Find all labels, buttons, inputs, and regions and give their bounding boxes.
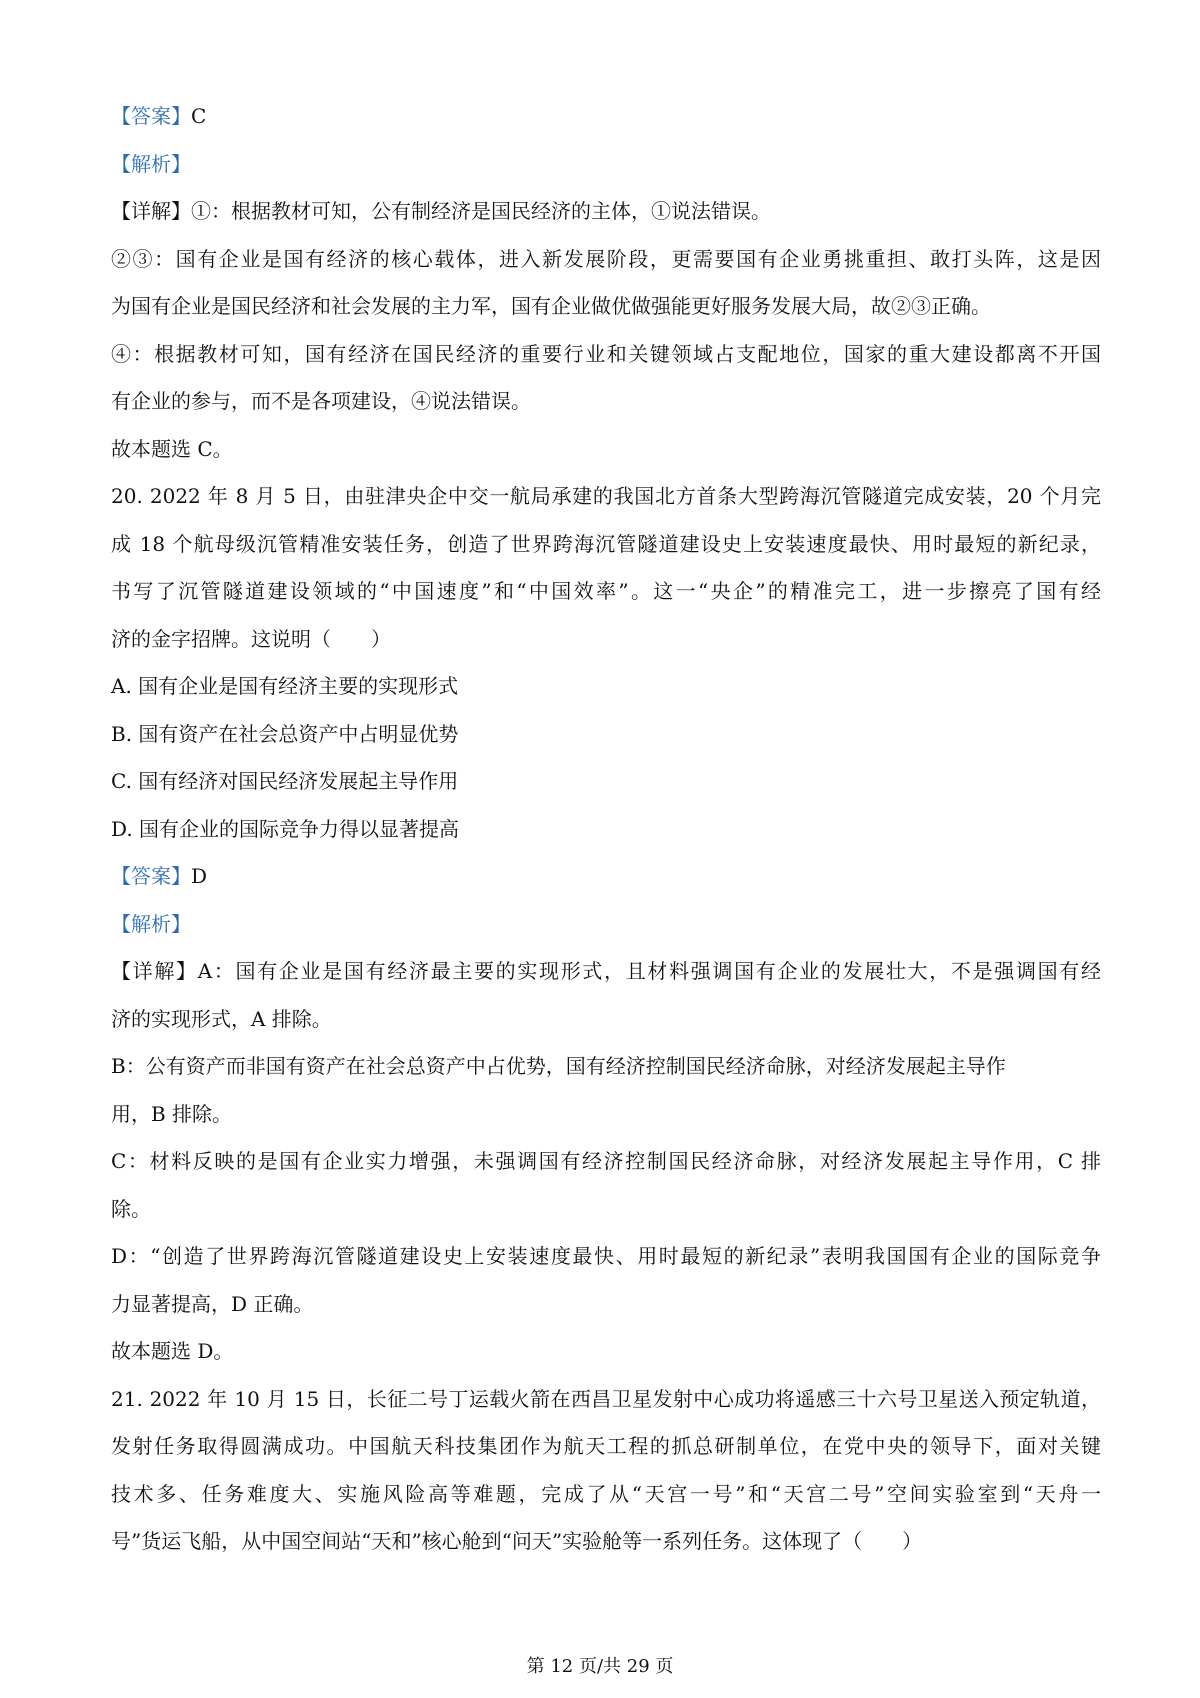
- text-line: [111, 1289, 1101, 1319]
- text-line: [111, 719, 1101, 749]
- line-text: 济的实现形式，A 排除。: [111, 1006, 332, 1031]
- text-line: [111, 149, 1101, 179]
- text-line: [111, 1146, 1101, 1176]
- text-line: [111, 1194, 1101, 1224]
- text-line: [111, 861, 1101, 891]
- line-text: 发射任务取得圆满成功。中国航天科技集团作为航天工程的抓总研制单位，在党中央的领导下，面对关键: [111, 1434, 1101, 1458]
- line-text: 力显著提高，D 正确。: [111, 1291, 314, 1316]
- line-text: ②③：国有企业是国有经济的核心载体，进入新发展阶段，更需要国有企业勇挑重担、敢打头阵，这是因: [111, 246, 1101, 271]
- text-line: [111, 1241, 1101, 1271]
- text-line: [111, 291, 1101, 321]
- line-text: 故本题选 C。: [111, 436, 233, 461]
- line-text: 故本题选 D。: [111, 1339, 234, 1363]
- line-text: 21. 2022 年 10 月 15 日，长征二号丁运载火箭在西昌卫星发射中心成功将遥感三十六号卫星送入预定轨道，: [111, 1386, 1101, 1411]
- line-text: A. 国有企业是国有经济主要的实现形式: [111, 674, 459, 698]
- section-label: 【解析】: [111, 151, 191, 176]
- line-text: C: [191, 104, 207, 128]
- text-line: [111, 101, 1101, 131]
- text-line: [111, 671, 1101, 701]
- page-footer: 第 12 页/共 29 页: [526, 1656, 674, 1677]
- line-text: 20. 2022 年 8 月 5 日，由驻津央企中交一航局承建的我国北方首条大型跨海沉管隧道完成安装，20 个月完: [111, 484, 1101, 508]
- text-line: [111, 1336, 1101, 1366]
- line-text: ④：根据教材可知，国有经济在国民经济的重要行业和关键领域占支配地位，国家的重大建设都离不开国: [111, 341, 1101, 366]
- text-line: [111, 956, 1101, 986]
- text-line: [111, 386, 1101, 416]
- text-line: [111, 1051, 1101, 1081]
- line-text: 【详解】①：根据教材可知，公有制经济是国民经济的主体，①说法错误。: [111, 199, 771, 223]
- section-label: 【解析】: [111, 911, 191, 936]
- text-line: [111, 244, 1101, 274]
- line-text: 为国有企业是国民经济和社会发展的主力军，国有企业做优做强能更好服务发展大局，故②③正确。: [111, 294, 991, 318]
- text-line: [111, 339, 1101, 369]
- line-text: C：材料反映的是国有企业实力增强，未强调国有经济控制国民经济命脉，对经济发展起主导作用，C 排: [111, 1149, 1101, 1173]
- line-text: 有企业的参与，而不是各项建设，④说法错误。: [111, 389, 531, 413]
- line-text: 成 18 个航母级沉管精准安装任务，创造了世界跨海沉管隧道建设史上安装速度最快、用时最短的新纪录，: [111, 531, 1101, 556]
- text-line: [111, 434, 1101, 464]
- line-text: C. 国有经济对国民经济发展起主导作用: [111, 769, 459, 793]
- line-text: 用，B 排除。: [111, 1101, 233, 1126]
- text-line: [111, 1526, 1101, 1556]
- text-line: [111, 624, 1101, 654]
- line-text: 【详解】A：国有企业是国有经济最主要的实现形式，且材料强调国有企业的发展壮大，不是强调国有经: [111, 959, 1101, 983]
- text-line: [111, 576, 1101, 606]
- text-line: [111, 766, 1101, 796]
- text-line: [111, 814, 1101, 844]
- text-line: [111, 909, 1101, 939]
- line-text: 书写了沉管隧道建设领域的“中国速度”和“中国效率”。这一“央企”的精准完工，进一步擦亮了国有经: [111, 579, 1101, 603]
- line-text: 济的金字招牌。这说明（ ）: [111, 626, 391, 651]
- text-line: [111, 1384, 1101, 1414]
- section-label: 【答案】: [111, 104, 191, 128]
- line-text: D. 国有企业的国际竞争力得以显著提高: [111, 816, 460, 841]
- text-line: [111, 1431, 1101, 1461]
- section-label: 【答案】: [111, 864, 191, 888]
- line-text: 技术多、任务难度大、实施风险高等难题，完成了从“天宫一号”和“天宫二号”空间实验室到“天舟一: [111, 1481, 1101, 1506]
- text-line: [111, 481, 1101, 511]
- line-text: D: [191, 864, 208, 888]
- text-line: [111, 1479, 1101, 1509]
- text-line: [111, 1004, 1101, 1034]
- line-text: 号”货运飞船，从中国空间站“天和”核心舱到“问天”实验舱等一系列任务。这体现了（ ）: [111, 1529, 923, 1553]
- line-text: 除。: [111, 1196, 151, 1221]
- line-text: D：“创造了世界跨海沉管隧道建设史上安装速度最快、用时最短的新纪录”表明我国国有企业的国际竞争: [111, 1244, 1101, 1268]
- line-text: B：公有资产而非国有资产在社会总资产中占优势，国有经济控制国民经济命脉，对经济发展起主导作: [111, 1054, 1006, 1078]
- line-text: B. 国有资产在社会总资产中占明显优势: [111, 721, 459, 746]
- text-line: [111, 196, 1101, 226]
- text-line: [111, 529, 1101, 559]
- text-line: [111, 1099, 1101, 1129]
